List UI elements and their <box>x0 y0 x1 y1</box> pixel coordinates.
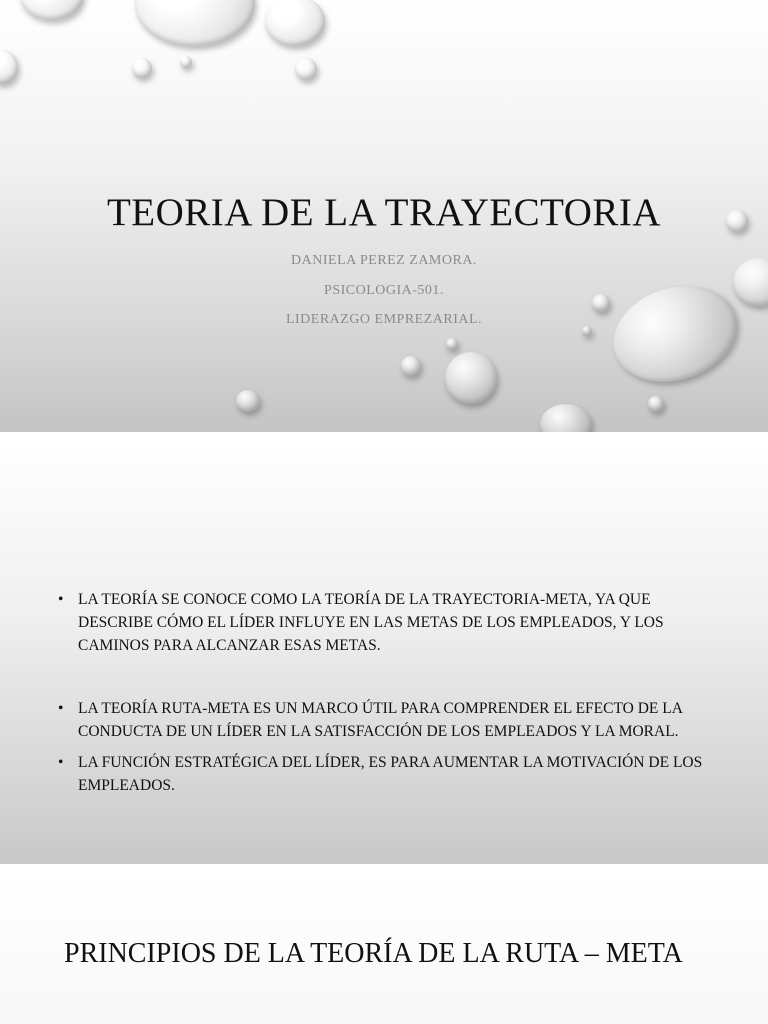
title-slide <box>0 0 768 432</box>
content-slide <box>0 442 768 864</box>
water-drop-decoration <box>540 404 592 432</box>
course-name: LIDERAZGO EMPREZARIAL. <box>285 312 483 327</box>
bullet-item <box>58 697 718 743</box>
slide-title: PRINCIPIOS DE LA TEORÍA DE LA RUTA – META <box>64 938 683 969</box>
bullet-text: LA TEORÍA RUTA-META ES UN MARCO ÚTIL PARA COMPRENDER EL EFECTO DE LA CONDUCTA DE UN LÍDER EN LA SATISFACCIÓN DE LOS EMPLEADOS Y LA MORAL. <box>78 700 683 740</box>
water-drop-decoration <box>295 58 317 80</box>
water-drop-decoration <box>236 390 260 412</box>
bullet-list <box>58 588 718 797</box>
bullet-item <box>58 588 718 657</box>
bullet-icon: • <box>58 754 64 771</box>
water-drop-decoration <box>445 352 497 404</box>
water-drop-decoration <box>648 396 664 412</box>
bullet-text: LA FUNCIÓN ESTRATÉGICA DEL LÍDER, ES PARA AUMENTAR LA MOTIVACIÓN DE LOS EMPLEADOS. <box>78 754 703 794</box>
water-drop-decoration <box>446 338 458 350</box>
bullet-item <box>58 751 718 797</box>
principles-slide <box>0 874 768 1024</box>
water-drop-decoration <box>132 58 152 78</box>
course-code: PSICOLOGIA-501. <box>324 283 444 298</box>
water-drop-decoration <box>20 0 84 20</box>
water-drop-decoration <box>135 0 255 46</box>
water-drop-decoration <box>0 50 18 84</box>
slide-separator <box>0 432 768 442</box>
water-drop-decoration <box>265 0 325 46</box>
author-name: DANIELA PEREZ ZAMORA. <box>291 253 477 268</box>
water-drop-decoration <box>401 356 421 376</box>
water-drop-decoration <box>180 56 192 68</box>
bullet-icon: • <box>58 591 64 608</box>
bullet-icon: • <box>58 700 64 717</box>
slide-title: TEORIA DE LA TRAYECTORIA <box>106 191 662 234</box>
cropped-text-line <box>64 1016 544 1024</box>
bullet-text: LA TEORÍA SE CONOCE COMO LA TEORÍA DE LA TRAYECTORIA-META, YA QUE DESCRIBE CÓMO EL LÍDER INFLUYE EN LAS METAS DE LOS EMPLEADOS, Y LOS CAMINOS PARA ALCANZAR ESAS METAS. <box>78 591 664 654</box>
